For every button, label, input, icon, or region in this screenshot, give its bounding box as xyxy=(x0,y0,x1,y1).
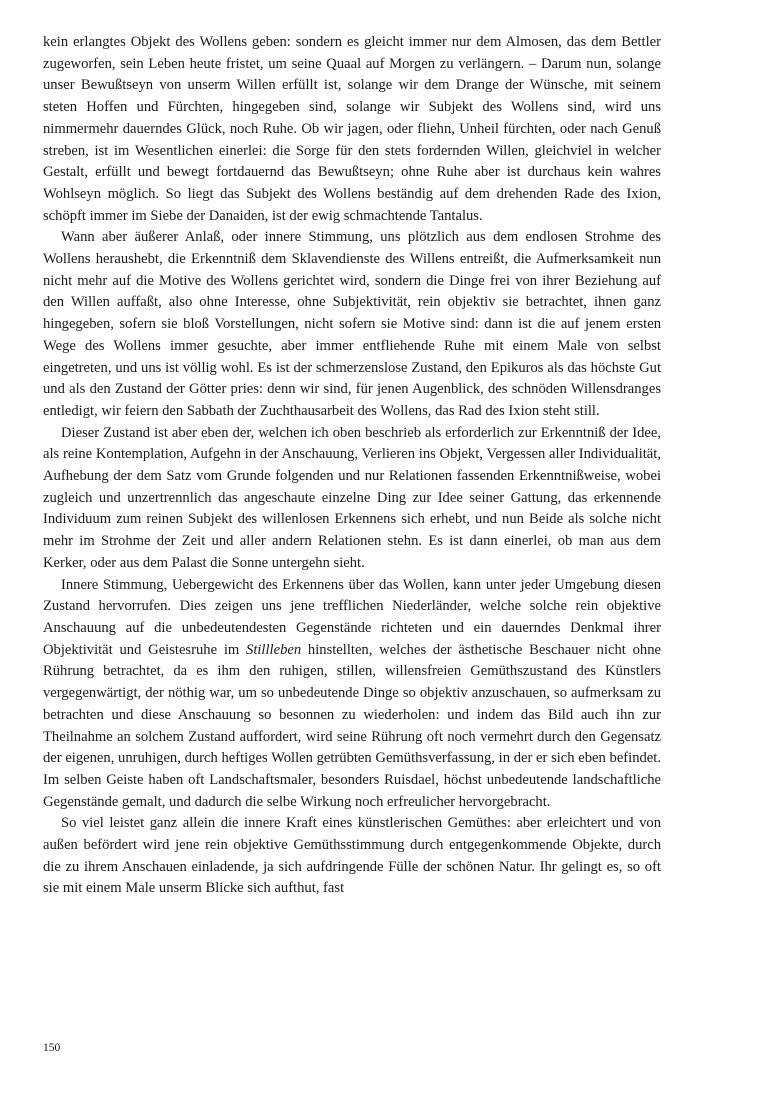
paragraph-4 xyxy=(43,575,661,814)
paragraph-4-text-after: hinstellten, welches der ästhetische Beschauer nicht ohne Rührung betrachtet, da es ihm den ruhigen, stillen, willensfreien Gemüthszustand des Künstlers vergegenwärtigt, der nöthig war, um so unbedeutende Dinge so objektiv anzuschauen, so aufmerksam zu betrachten und diese Anschauung so besonnen zu wiederholen: und indem das Bild auch ihn zur Theilnahme an solchem Zustand auffordert, wird seine Rührung oft noch vermehrt durch den Gegensatz der eigenen, unruhigen, durch heftiges Wollen getrübten Gemüthsverfassung, in der er sich eben befindet. Im selben Geiste haben oft Landschaftsmaler, besonders Ruisdael, höchst unbedeutende landschaftliche Gegenstände gemalt, und dadurch die selbe Wirkung noch erfreulicher hervorgebracht. xyxy=(43,641,661,810)
paragraph-1: kein erlangtes Objekt des Wollens geben: sondern es gleicht immer nur dem Almosen, das dem Bettler zugeworfen, sein Leben heute fristet, um seine Quaal auf Morgen zu verlängern. – Darum nun, solange unser Bewußtseyn von unserm Willen erfüllt ist, solange wir dem Drange der Wünsche, mit seinem steten Hoffen und Fürchten, hingegeben sind, solange wir Subjekt des Wollens sind, wird uns nimmermehr dauerndes Glück, noch Ruhe. Ob wir jagen, oder fliehn, Unheil fürchten, oder nach Genuß streben, ist im Wesentlichen einerlei: die Sorge für den stets fordernden Willen, gleichviel in welcher Gestalt, erfüllt und bewegt fortdauernd das Bewußtseyn; ohne Ruhe aber ist durchaus kein wahres Wohlseyn möglich. So liegt das Subjekt des Wollens beständig auf dem drehenden Rade des Ixion, schöpft immer im Siebe der Danaiden, ist der ewig schmachtende Tantalus. xyxy=(43,34,661,224)
paragraph-2: Wann aber äußerer Anlaß, oder innere Stimmung, uns plötzlich aus dem endlosen Strohme des Wollens heraushebt, die Erkenntniß dem Sklavendienste des Willens entreißt, die Aufmerksamkeit nun nicht mehr auf die Motive des Wollens gerichtet wird, sondern die Dinge frei von ihrer Beziehung auf den Willen auffaßt, also ohne Interesse, ohne Subjektivität, rein objektiv sie betrachtet, ihnen ganz hingegeben, sofern sie bloß Vorstellungen, nicht sofern sie Motive sind: dann ist die auf jenem ersten Wege des Wollens immer gesuchte, aber immer entfliehende Ruhe mit einem Male von selbst eingetreten, und uns ist völlig wohl. Es ist der schmerzenslose Zustand, den Epikuros als das höchste Gut und als den Zustand der Götter pries: denn wir sind, für jenen Augenblick, des schnöden Willensdranges entledigt, wir feiern den Sabbath der Zuchthausarbeit des Wollens, das Rad des Ixion steht still. xyxy=(43,229,661,419)
paragraph-3: Dieser Zustand ist aber eben der, welchen ich oben beschrieb als erforderlich zur Erkenntniß der Idee, als reine Kontemplation, Aufgehn in der Anschauung, Verlieren ins Objekt, Vergessen aller Individualität, Aufhebung der dem Satz vom Grunde folgenden und nur Relationen fassenden Erkenntnißweise, wobei zugleich und unzertrennlich das angeschaute einzelne Ding zur Idee seiner Gattung, das erkennende Individuum zum reinen Subjekt des willenlosen Erkennens sich erhebt, und nun Beide als solche nicht mehr im Strohme der Zeit und aller andern Relationen stehn. Es ist dann einerlei, ob man aus dem Kerker, oder aus dem Palast die Sonne untergehn sieht. xyxy=(43,424,661,571)
paragraph-4-text-before: Innere Stimmung, Uebergewicht des Erkennens über das Wollen, kann unter jeder Umgebung diesen Zustand hervorrufen. Dies zeigen uns jene trefflichen Niederländer, welche solche rein objektive Anschauung auf die unbedeutendesten Gegenstände richteten und ein dauerndes Denkmal ihrer Objektivität und Geistesruhe im xyxy=(43,576,661,658)
page-body xyxy=(43,32,661,900)
page-number: 150 xyxy=(43,1042,61,1054)
emphasis-stillleben: Stillleben xyxy=(246,641,302,658)
paragraph-5: So viel leistet ganz allein die innere Kraft eines künstlerischen Gemüthes: aber erleichtert und von außen befördert wird jene rein objektive Gemüthsstimmung durch entgegenkommende Objekte, durch die zu ihrem Anschauen einladende, ja sich aufdringende Fülle der schönen Natur. Ihr gelingt es, so oft sie mit einem Male unserm Blicke sich aufthut, fast xyxy=(43,815,661,897)
